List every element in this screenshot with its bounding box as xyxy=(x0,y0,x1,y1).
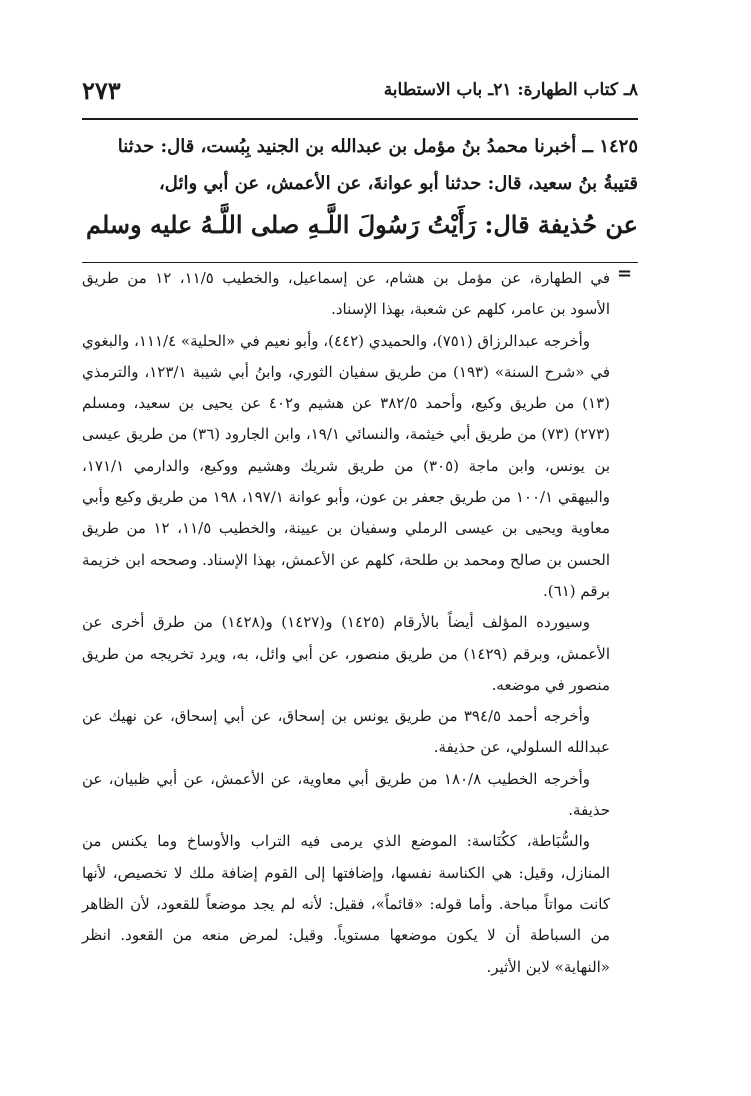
running-title: ٨ـ كتاب الطهارة: ٢١ـ باب الاستطابة xyxy=(383,80,638,100)
hadith-line: قتيبةُ بنُ سعيد، قال: حدثنا أبو عوانةَ، عن الأعمش، عن أبي وائل، xyxy=(159,173,638,194)
footnote-continuation-marker: = xyxy=(617,263,633,284)
footnote-paragraph: والسُّبَاطة، ككُنَاسة: الموضع الذي يرمى فيه التراب والأوساخ وما يكنس من المنازل، وقيل: هي الكناسة نفسها، وإضافتها إلى القوم إضافة ملك لا تخصيص، لأنها كانت مواتاً مباحة. وأما قوله: «قائماً»، فقيل: لأنه لم يجد موضعاً للقعود، لأن الظاهر من السباطة أن لا يكون موضعها مستوياً. وقيل: لمرض منعه من القعود. انظر «النهاية» لابن الأثير. xyxy=(82,832,610,976)
page-header xyxy=(82,76,638,112)
footnote-paragraph: وسيورده المؤلف أيضاً بالأرقام (١٤٢٥) و(١٤٢٧) و(١٤٢٨) من طرق أخرى عن الأعمش، وبرقم (١٤٢٩) من طريق منصور، عن أبي وائل، به، ويرد تخريجه من طريق منصور في موضعه. xyxy=(82,613,611,694)
footnotes xyxy=(82,263,610,983)
hadith-matn: عن حُذيفة قال: رَأَيْتُ رَسُولَ اللَّـهِ صلى اللَّـهُ عليه وسلم xyxy=(86,210,638,239)
hadith-line: ١٤٢٥ ــ أخبرنا محمدُ بنُ مؤمل بن عبدالله بن الجنيد بِبُست، قال: حدثنا xyxy=(117,136,638,157)
footnote-paragraph: في الطهارة، عن مؤمل بن هشام، عن إسماعيل، والخطيب ١١/٥، ١٢ من طريق الأسود بن عامر، كلهم عن شعبة، بهذا الإسناد. xyxy=(82,269,611,319)
footnote-paragraph: وأخرجه أحمد ٣٩٤/٥ من طريق يونس بن إسحاق، عن أبي إسحاق، عن نهيك عن عبدالله السلولي، عن حذيفة. xyxy=(82,707,610,757)
page-number: ٢٧٣ xyxy=(82,76,121,105)
hadith-text xyxy=(82,128,638,248)
header-divider xyxy=(82,118,638,120)
footnote-paragraph: وأخرجه عبدالرزاق (٧٥١)، والحميدي (٤٤٢)، وأبو نعيم في «الحلية» ١١١/٤، والبغوي في «شرح السنة» (١٩٣) من طريق سفيان الثوري، وابنُ أبي شيبة ١٢٣/١، والترمذي (١٣) من طريق وكيع، وأحمد ٣٨٢/٥ عن هشيم و٤٠٢ عن يحيى بن سعيد، ومسلم (٢٧٣) (٧٣) من طريق أبي خيثمة، والنسائي ١٩/١، وابن الجارود (٣٦) من طريق عيسى بن يونس، وابن ماجة (٣٠٥) من طريق شريك وهشيم ووكيع، والدارمي ١٧١/١، والبيهقي ١٠٠/١ من طريق جعفر بن عون، وأبو عوانة ١٩٧/١، ١٩٨ من طريق وكيع وأبي معاوية ويحيى بن عيسى الرملي وسفيان بن عيينة، والخطيب ١١/٥، ١٢ من طريق الحسن بن صالح ومحمد بن طلحة، كلهم عن الأعمش، بهذا الإسناد. وصححه ابن خزيمة برقم (٦١). xyxy=(82,331,611,600)
footnote-paragraph: وأخرجه الخطيب ١٨٠/٨ من طريق أبي معاوية، عن الأعمش، عن أبي ظبيان، عن حذيفة. xyxy=(82,769,610,820)
